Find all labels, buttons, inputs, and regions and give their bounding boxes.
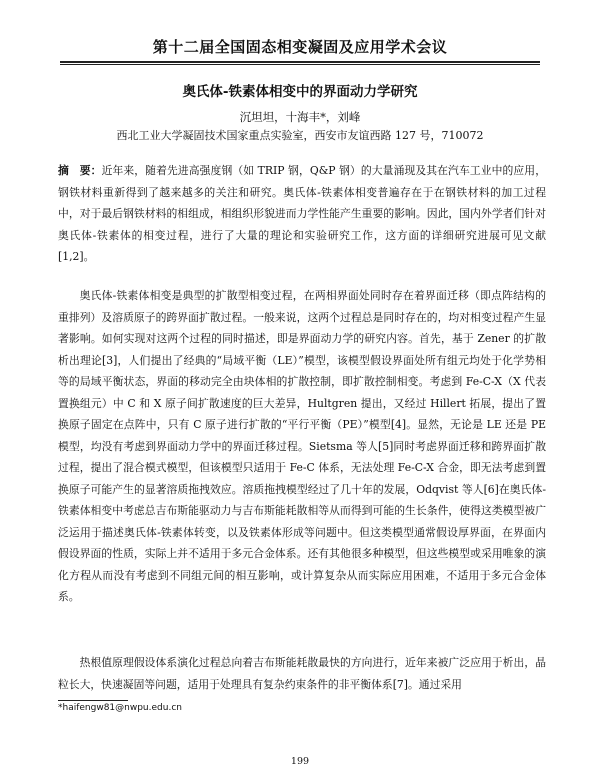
paper-title: 奥氏体-铁素体相变中的界面动力学研究 [182, 84, 418, 100]
abstract-label: 摘 要： [58, 164, 102, 177]
paragraph-text: 热根值原理假设体系演化过程总向着吉布斯能耗散最快的方向进行，近年来被广泛应用于析出，晶粒长大，快速凝固等问题，适用于处理具有复杂约束条件的非平衡体系[7]。通过采用 [58, 656, 546, 691]
header-rule-thick [60, 61, 540, 63]
paper-affiliation: 西北工业大学凝固技术国家重点实验室，西安市友谊西路 127 号，710072 [116, 129, 484, 142]
header-rule-thin [60, 64, 540, 65]
abstract-text: 近年来，随着先进高强度钢（如 TRIP 钢，Q&P 钢）的大量涌现及其在汽车工业中的应用，钢铁材料重新得到了越来越多的关注和研究。奥氏体-铁素体相变普遍存在于在钢铁材料的加工过程中，对于最后钢铁材料的相组成，相组织形貌进而力学性能产生重要的影响。因此，国内外学者们针对奥氏体-铁素体的相变过程，进行了大量的理论和实验研究工作，这方面的详细研究进展可见文献[1,2]。 [58, 164, 547, 263]
paper-authors: 沉坦坦，十海丰*，刘峰 [239, 110, 361, 124]
body-paragraph-2 [58, 652, 546, 695]
page-number: 199 [290, 756, 310, 767]
conference-header: 第十二届全国固态相变凝固及应用学术会议 [152, 38, 448, 56]
footnote-rule [58, 700, 128, 701]
body-paragraph-1 [58, 285, 546, 608]
abstract [58, 160, 546, 268]
footnote-email: *haifengw81@nwpu.edu.cn [58, 703, 182, 713]
paragraph-text: 奥氏体-铁素体相变是典型的扩散型相变过程，在两相界面处同时存在着界面迁移（即点阵结构的重排列）及溶质原子的跨界面扩散过程。一般来说，这两个过程总是同时存在的，均对相变过程产生显著影响。如何实现对这两个过程的同时描述，即是界面动力学的研究内容。首先，基于 Zener 的扩散析出理论[3]，人们提出了经典的“局域平衡（LE）”模型，该模型假设界面处所有组元均处于化学势相等的局域平衡状态，界面的移动完全由块体相的扩散控制，即扩散控制相变。考虑到 Fe-C-X（X 代表置换组元）中 C 和 X 原子间扩散速度的巨大差异，Hultgren 提出，又经过 Hillert 拓展，提出了置换原子固定在点阵中，只有 C 原子进行扩散的“平行平衡（PE）”模型[4]。显然，无论是 LE 还是 PE 模型，均没有考虑到界面动力学中的界面迁移过程。Sietsma 等人[5]同时考虑界面迁移和跨界面扩散过程，提出了混合模式模型，但该模型只适用于 Fe-C 体系，无法处理 Fe-C-X 合金，即无法考虑到置换原子可能产生的显著溶质拖拽效应。溶质拖拽模型经过了几十年的发展，Odqvist 等人[6]在奥氏体-铁素体相变中考虑总吉布斯能驱动力与吉布斯能耗散相等从而得到可能的生长条件，使得这类模型被广泛运用于描述奥氏体-铁素体转变，以及铁素体形成等问题中。但这类模型通常假设厚界面，在界面内假设界面的性质，实际上并不适用于多元合金体系。还有其他很多种模型，但这些模型或采用唯象的演化方程从而没有考虑到不同组元间的相互影响，或计算复杂从而实际应用困难，不适用于多元合金体系。 [58, 289, 546, 603]
